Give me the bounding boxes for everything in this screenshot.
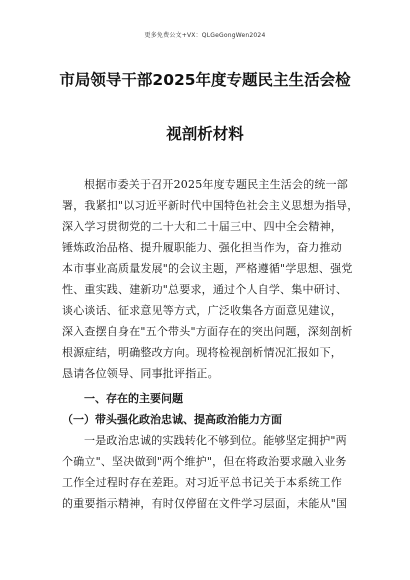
document-title-line-2: 视剖析材料: [166, 125, 244, 143]
section-heading: 一、存在的主要问题: [84, 392, 183, 405]
intro-line: 署，我紧扣"以习近平新时代中国特色社会主义思想为指导，: [62, 199, 359, 212]
document-title-line-1: 市局领导干部2025年度专题民主生活会检: [59, 71, 351, 89]
section-body-line: 一是政治忠诚的实践转化不够到位。能够坚定拥护"两: [84, 434, 347, 447]
intro-line: 本市事业高质量发展"的会议主题，严格遵循"学思想、强党: [62, 262, 353, 275]
subsection-heading: （一）带头强化政治忠诚、提高政治能力方面: [62, 413, 282, 426]
intro-line: 根据市委关于召开2025年度专题民主生活会的统一部: [84, 178, 348, 191]
header-note: 更多免费公文+VX：QLGeGongWen2024: [144, 32, 266, 39]
intro-line: 谈心谈话、征求意见等方式，广泛收集各方面意见建议，: [62, 304, 342, 317]
section-body-line: 的重要指示精神，有时仅停留在文件学习层面，未能从"国: [62, 497, 348, 510]
section-body-line: 工作全过程时存在差距。对习近平总书记关于本系统工作: [62, 476, 342, 489]
intro-line: 锤炼政治品格、提升履职能力、强化担当作为，奋力推动: [62, 241, 342, 254]
intro-line: 根源症结，明确整改方向。现将检视剖析情况汇报如下，: [62, 346, 342, 359]
intro-line: 性、重实践、建新功"总要求，通过个人自学、集中研讨、: [62, 283, 348, 296]
intro-line: 深入查摆自身在"五个带头"方面存在的突出问题，深刻剖析: [62, 325, 353, 338]
intro-line: 恳请各位领导、同事批评指正。: [62, 367, 219, 380]
intro-line: 深入学习贯彻党的二十大和二十届三中、四中全会精神，: [62, 220, 342, 233]
section-body-line: 个确立"、坚决做到"两个维护"，但在将政治要求融入业务: [62, 455, 347, 468]
